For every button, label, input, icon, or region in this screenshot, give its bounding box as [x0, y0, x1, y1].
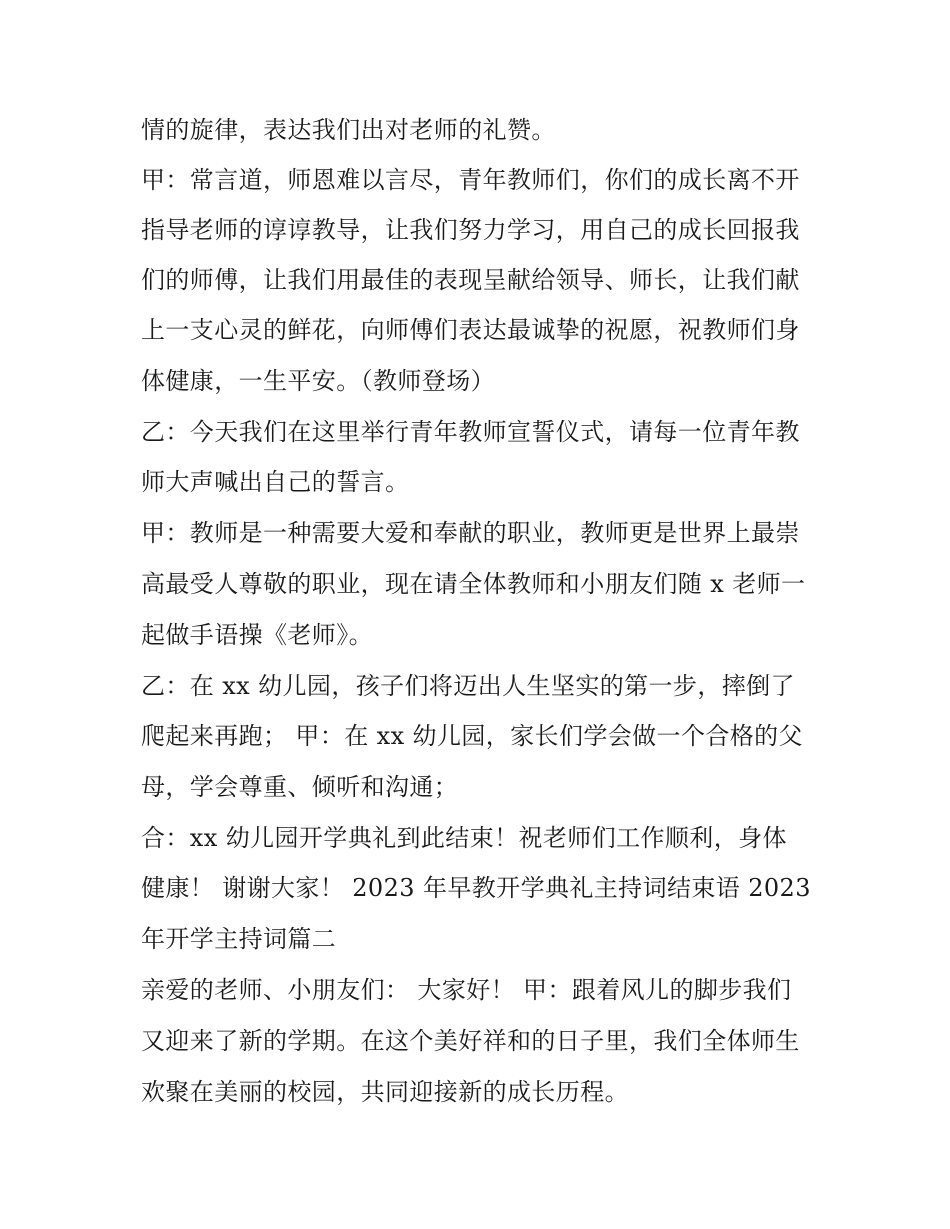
text-line: 情的旋律，表达我们出对老师的礼赞。	[141, 116, 556, 144]
text-line: 年开学主持词篇二	[141, 925, 337, 953]
text-line: 体健康，一生平安。（教师登场）	[141, 367, 495, 395]
text-line: 甲：教师是一种需要大爱和奉献的职业，教师更是世界上最崇	[141, 519, 800, 547]
text-line: 欢聚在美丽的校园，共同迎接新的成长历程。	[141, 1078, 629, 1106]
text-line: 母，学会尊重、倾听和沟通；	[141, 773, 459, 801]
text-line: 爬起来再跑； 甲：在 xx 幼儿园，家长们学会做一个合格的父	[141, 722, 803, 750]
text-line: 健康！ 谢谢大家！ 2023 年早教开学典礼主持词结束语 2023	[141, 874, 811, 902]
text-line: 甲：常言道，师恩难以言尽，青年教师们，你们的成长离不开	[141, 166, 800, 194]
text-line: 高最受人尊敬的职业，现在请全体教师和小朋友们随 x 老师一	[141, 570, 806, 598]
text-line: 亲爱的老师、小朋友们： 大家好！ 甲：跟着风儿的脚步我们	[141, 976, 792, 1004]
text-line: 师大声喊出自己的誓言。	[141, 468, 410, 496]
text-line: 起做手语操《老师》。	[141, 621, 373, 649]
text-line: 又迎来了新的学期。在这个美好祥和的日子里，我们全体师生	[141, 1027, 800, 1055]
text-line: 们的师傅，让我们用最佳的表现呈献给领导、师长，让我们献	[141, 266, 800, 294]
text-line: 乙：在 xx 幼儿园，孩子们将迈出人生坚实的第一步，摔倒了	[141, 672, 795, 700]
text-line: 指导老师的谆谆教导，让我们努力学习，用自己的成长回报我	[141, 216, 800, 244]
text-line: 乙：今天我们在这里举行青年教师宣誓仪式，请每一位青年教	[141, 418, 800, 446]
text-line: 上一支心灵的鲜花，向师傅们表达最诚挚的祝愿，祝教师们身	[141, 316, 800, 344]
text-line: 合：xx 幼儿园开学典礼到此结束！祝老师们工作顺利，身体	[141, 824, 787, 852]
